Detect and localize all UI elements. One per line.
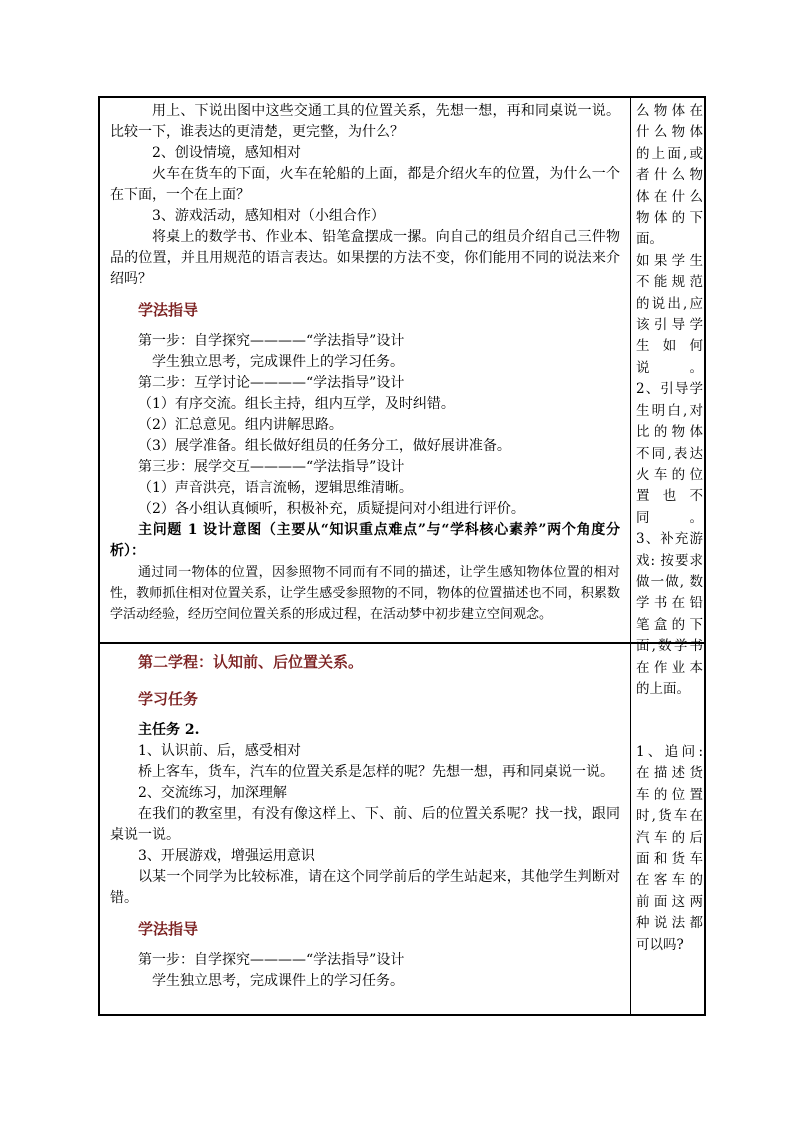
side1-line: 如果学生 bbox=[636, 252, 703, 269]
s2-step-1: 第一步：自学探究————“学法指导”设计 bbox=[138, 952, 405, 968]
side2-line: 汽车的后 bbox=[636, 829, 703, 846]
s1-step-3-item-2: （2）各小组认真倾听，积极补充，质疑提问对小组进行评价。 bbox=[138, 501, 525, 517]
s1-paragraph-1: 用上、下说出图中这些交通工具的位置关系，先想一想，再和同桌说一说。比较一下，谁表达的更清楚，更完整，为什么？ bbox=[110, 103, 620, 140]
section2-main-cell bbox=[100, 644, 630, 1016]
s2-task-2-text: 在我们的教室里，有没有像这样上、下、前、后的位置关系呢？找一找，跟同桌说一说。 bbox=[110, 806, 620, 843]
side1-line: 面,数学书 bbox=[636, 638, 703, 655]
s2-main-task: 主任务 2. bbox=[138, 722, 200, 738]
section2-side-cell bbox=[631, 644, 706, 1016]
side1-line: 在作业本 bbox=[636, 659, 703, 676]
side1-line: 学书在铅 bbox=[636, 595, 703, 612]
side1-line: 比的物体 bbox=[636, 424, 703, 441]
side1-line: 的上面。 bbox=[636, 680, 690, 697]
side1-line: 体在什么 bbox=[636, 188, 703, 205]
lesson-table bbox=[98, 96, 706, 1016]
side2-line: 可以吗? bbox=[636, 936, 684, 953]
s1-step-1-text: 学生独立思考，完成课件上的学习任务。 bbox=[152, 354, 404, 370]
side2-line: 时,货车在 bbox=[636, 808, 703, 825]
side1-line: 什么物体 bbox=[636, 124, 703, 141]
side2-line: 面和货车 bbox=[636, 851, 703, 868]
s2-task-3: 3、开展游戏，增强运用意识 bbox=[138, 848, 315, 864]
side2-line: 1、追问: bbox=[636, 744, 703, 760]
section1-main-cell bbox=[100, 98, 630, 642]
s2-step-1-text: 学生独立思考，完成课件上的学习任务。 bbox=[152, 973, 404, 989]
side1-line: 的说出,应 bbox=[636, 295, 703, 312]
side1-line: 2、引导学 bbox=[636, 381, 703, 398]
side1-line: 笔盒的下 bbox=[636, 616, 703, 633]
s2-task-2: 2、交流练习，加深理解 bbox=[138, 785, 287, 801]
s2-task-1: 1、认识前、后，感受相对 bbox=[138, 743, 301, 759]
s1-design-title: 主问题 1 设计意图（主要从“知识重点难点”与“学科核心素养”两个角度分析）： bbox=[110, 522, 620, 559]
s1-step-2-item-2: （2）汇总意见。组内讲解思路。 bbox=[138, 417, 343, 433]
s2-task-3-text: 以某一个同学为比较标准，请在这个同学前后的学生站起来，其他学生判断对错。 bbox=[110, 869, 620, 906]
s2-heading-task: 学习任务 bbox=[138, 690, 199, 708]
side2-line: 种说法都 bbox=[636, 915, 703, 932]
side1-line: 生如何说。 bbox=[636, 338, 703, 376]
s1-step-3: 第三步：展学交互————“学法指导”设计 bbox=[138, 459, 405, 475]
side1-line: 不同,表达 bbox=[636, 445, 703, 462]
s2-heading-method: 学法指导 bbox=[138, 920, 199, 938]
side1-line: 者什么物 bbox=[636, 167, 703, 184]
side2-line: 在客车的 bbox=[636, 872, 703, 889]
s1-paragraph-4: 3、游戏活动，感知相对（小组合作） bbox=[152, 208, 385, 224]
s1-step-3-item-1: （1）声音洪亮，语言流畅，逻辑思维清晰。 bbox=[138, 480, 413, 496]
s1-heading-method: 学法指导 bbox=[138, 301, 199, 319]
side1-line: 不能规范 bbox=[636, 274, 703, 291]
side1-line: 火车的位 bbox=[636, 466, 703, 483]
s2-task-1-text: 桥上客车，货车，汽车的位置关系是怎样的呢？先想一想，再和同桌说一说。 bbox=[138, 764, 614, 780]
s2-title: 第二学程：认知前、后位置关系。 bbox=[138, 653, 364, 671]
side1-line: 该引导学 bbox=[636, 317, 703, 334]
s1-design-text: 通过同一物体的位置，因参照物不同而有不同的描述，让学生感知物体位置的相对性，教师抓住相对位置关系，让学生感受参照物的不同，物体的位置描述也不同，积累数学活动经验，经历空间位置关系的形成过程，在活动梦中初步建立空间观念。 bbox=[110, 565, 620, 622]
section1-side-cell bbox=[631, 98, 706, 697]
s1-paragraph-5: 将桌上的数学书、作业本、铅笔盒摆成一摞。向自己的组员介绍自己三件物品的位置，并且用规范的语言表达。如果摆的方法不变，你们能用不同的说法来介绍吗？ bbox=[110, 229, 620, 287]
side1-line: 么物体在 bbox=[636, 103, 703, 119]
side1-line: 的上面,或 bbox=[636, 145, 703, 162]
s1-step-1: 第一步：自学探究————“学法指导”设计 bbox=[138, 333, 405, 349]
s1-paragraph-3: 火车在货车的下面，火车在轮船的上面，都是介绍火车的位置，为什么一个在下面，一个在上面？ bbox=[110, 166, 620, 203]
side1-line: 戏: 按要求 bbox=[636, 552, 703, 569]
side1-line: 做一做, 数 bbox=[636, 573, 703, 590]
side1-line: 面。 bbox=[636, 231, 663, 248]
side1-line: 物体的下 bbox=[636, 210, 703, 227]
side1-line: 置也不同。 bbox=[636, 488, 703, 526]
s1-step-2-item-1: （1）有序交流。组长主持，组内互学，及时纠错。 bbox=[138, 396, 455, 412]
side1-line: 3、补充游 bbox=[636, 531, 703, 548]
side2-line: 在描述货 bbox=[636, 765, 703, 782]
s1-step-2: 第二步：互学讨论————“学法指导”设计 bbox=[138, 375, 405, 391]
s1-step-2-item-3: （3）展学准备。组长做好组员的任务分工，做好展讲准备。 bbox=[138, 438, 511, 454]
side2-line: 车的位置 bbox=[636, 786, 703, 803]
side1-line: 生明白,对 bbox=[636, 402, 703, 419]
side2-line: 前面这两 bbox=[636, 893, 703, 910]
s1-paragraph-2: 2、创设情境，感知相对 bbox=[152, 145, 301, 161]
